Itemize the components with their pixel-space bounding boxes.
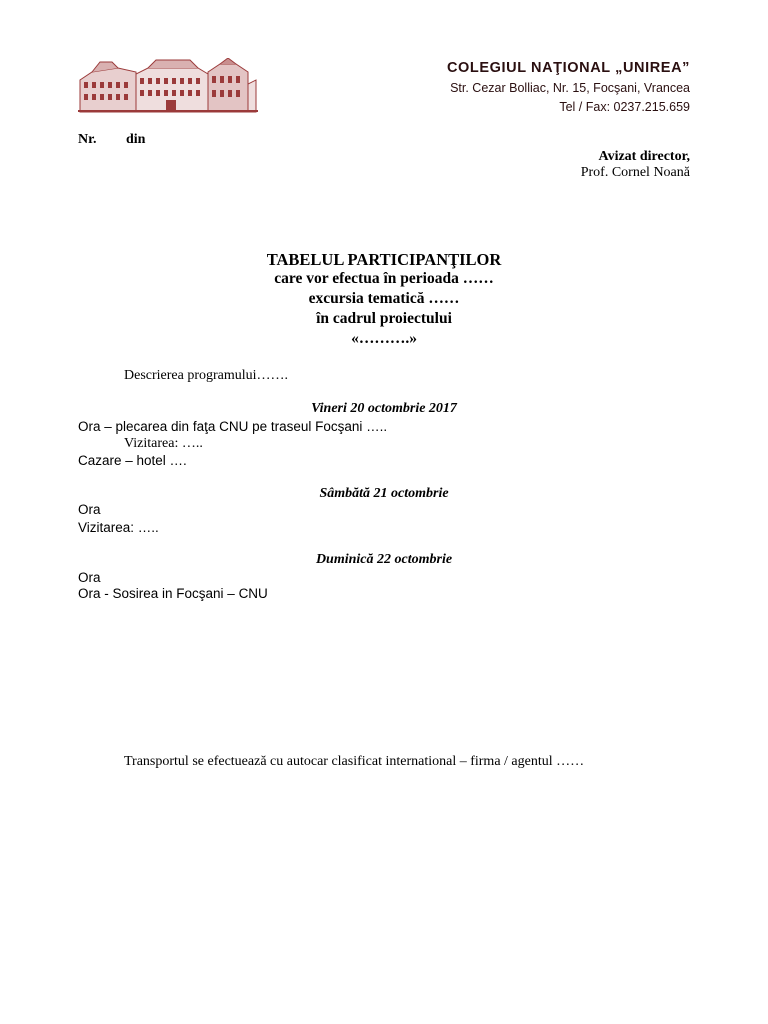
schedule-line: Ora	[78, 570, 101, 585]
day-heading: Duminică 22 octombrie	[315, 552, 453, 567]
day-heading: Vineri 20 octombrie 2017	[311, 401, 457, 416]
director-name: Prof. Cornel Noană	[580, 165, 690, 180]
title-project-name: «……….»	[351, 330, 417, 347]
school-phone: Tel / Fax: 0237.215.659	[559, 100, 690, 114]
transport-note: Transportul se efectuează cu autocar clasificat international – firma / agentul ……	[124, 754, 585, 769]
school-address: Str. Cezar Bolliac, Nr. 15, Focşani, Vrancea	[450, 81, 690, 95]
day-heading: Sâmbătă 21 octombrie	[319, 486, 449, 501]
title-period-line: care vor efectua în perioada ……	[274, 270, 494, 287]
approval-label: Avizat director,	[598, 149, 690, 164]
schedule-line: Vizitarea: …..	[78, 520, 159, 535]
document-title: TABELUL PARTICIPANŢILOR	[266, 250, 502, 269]
schedule-line: Ora - Sosirea in Focşani – CNU	[78, 586, 268, 601]
schedule-line: Vizitarea: …..	[124, 436, 203, 451]
program-description: Descrierea programului…….	[124, 368, 289, 383]
schedule-line: Ora	[78, 502, 101, 517]
school-name: COLEGIUL NAŢIONAL „UNIREA”	[446, 60, 690, 76]
school-logo	[78, 58, 258, 114]
nr-label: Nr.	[78, 132, 97, 147]
title-project-line: în cadrul proiectului	[316, 310, 452, 327]
building-illustration	[78, 58, 258, 114]
title-excursion-line: excursia tematică ……	[308, 290, 460, 307]
schedule-line: Cazare – hotel ….	[78, 453, 187, 468]
din-label: din	[126, 132, 146, 147]
schedule-line: Ora – plecarea din faţa CNU pe traseul Focşani …..	[78, 419, 388, 434]
